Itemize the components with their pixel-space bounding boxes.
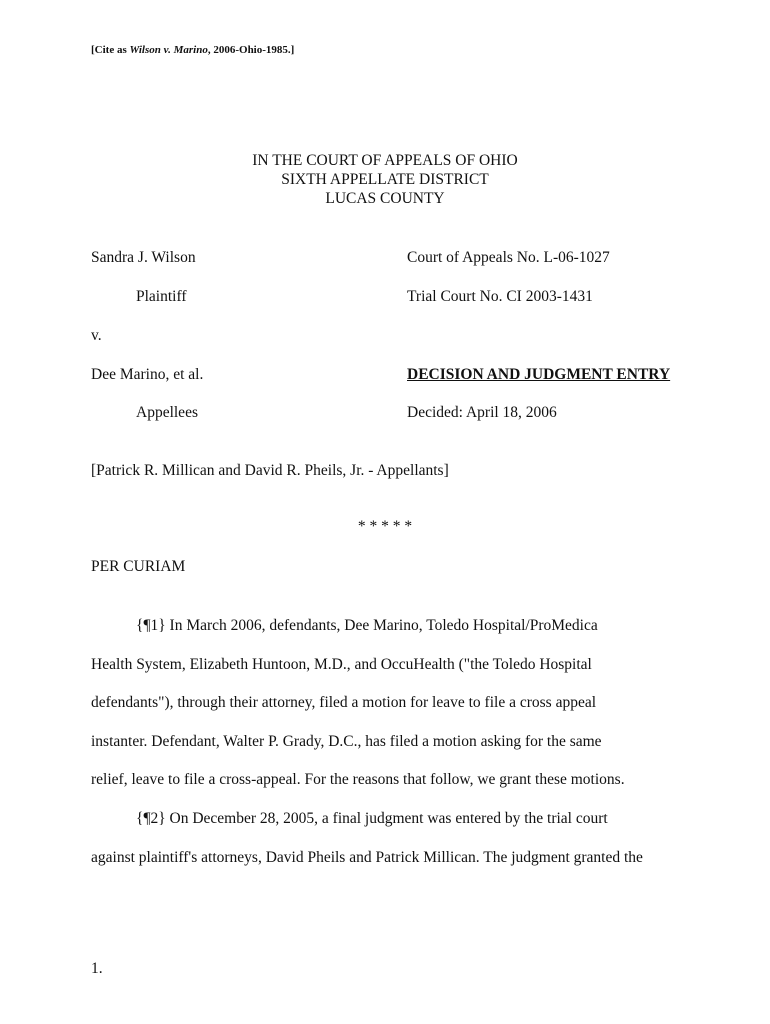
paragraph-line: relief, leave to file a cross-appeal. For the reasons that follow, we grant these motions. — [91, 771, 625, 788]
paragraph-line: instanter. Defendant, Walter P. Grady, D.C., has filed a motion asking for the same — [91, 733, 602, 750]
section-separator: * * * * * — [357, 518, 413, 535]
paragraph-line: {¶1} In March 2006, defendants, Dee Marino, Toledo Hospital/ProMedica — [136, 617, 598, 634]
appeals-number: Court of Appeals No. L-06-1027 — [407, 249, 610, 266]
plaintiff-name: Sandra J. Wilson — [91, 249, 196, 266]
decided-date: Decided: April 18, 2006 — [407, 404, 557, 421]
page-number: 1. — [91, 960, 103, 977]
paragraph-line: defendants"), through their attorney, filed a motion for leave to file a cross appeal — [91, 694, 597, 711]
versus: v. — [91, 327, 102, 344]
trial-court-number: Trial Court No. CI 2003-1431 — [407, 288, 593, 305]
defendant-role: Appellees — [136, 404, 198, 421]
court-district: SIXTH APPELLATE DISTRICT — [281, 171, 489, 188]
paragraph-line: against plaintiff's attorneys, David Pheils and Patrick Millican. The judgment granted the — [91, 849, 643, 866]
court-county: LUCAS COUNTY — [325, 190, 445, 207]
appellants-line: [Patrick R. Millican and David R. Pheils, Jr. - Appellants] — [91, 462, 449, 479]
paragraph-line: {¶2} On December 28, 2005, a final judgment was entered by the trial court — [136, 810, 608, 827]
entry-title: DECISION AND JUDGMENT ENTRY — [407, 366, 671, 383]
paragraph-line: Health System, Elizabeth Huntoon, M.D., and OccuHealth ("the Toledo Hospital — [91, 656, 592, 673]
cite-prefix: [Cite as — [91, 44, 130, 56]
cite-case-name: Wilson v. Marino — [129, 44, 208, 56]
cite-suffix: , 2006-Ohio-1985.] — [207, 44, 295, 56]
defendant-name: Dee Marino, et al. — [91, 366, 204, 383]
court-name: IN THE COURT OF APPEALS OF OHIO — [252, 152, 518, 169]
per-curiam-heading: PER CURIAM — [91, 558, 186, 575]
citation-header — [91, 44, 294, 56]
plaintiff-role: Plaintiff — [136, 288, 187, 305]
